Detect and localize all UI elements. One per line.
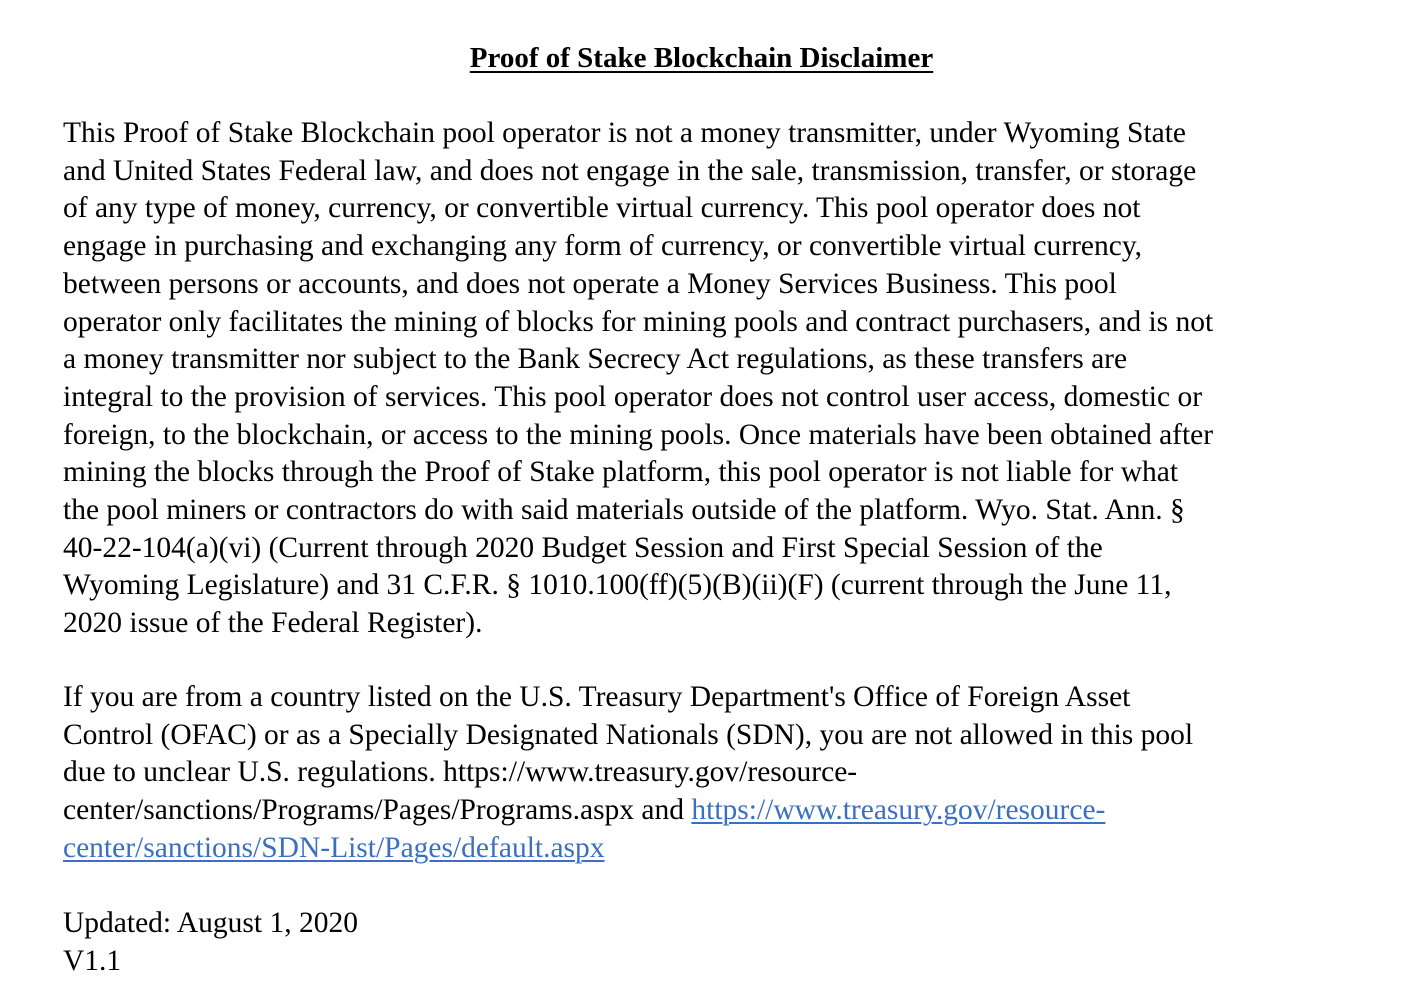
sdn-list-link[interactable]: https://www.treasury.gov/resource- — [691, 794, 1106, 827]
paragraph-line: due to unclear U.S. regulations. https://www.treasury.gov/resource- — [63, 756, 858, 789]
paragraph-line: foreign, to the blockchain, or access to the mining pools. Once materials have been obtained after — [63, 418, 1214, 451]
paragraph-line: Control (OFAC) or as a Specially Designated Nationals (SDN), you are not allowed in this pool — [63, 718, 1194, 751]
paragraph-line: 40-22-104(a)(vi) (Current through 2020 Budget Session and First Special Session of the — [63, 531, 1103, 564]
paragraph-line: This Proof of Stake Blockchain pool operator is not a money transmitter, under Wyoming State — [63, 117, 1187, 149]
paragraph-line — [63, 792, 1353, 830]
document-title — [0, 38, 1403, 78]
paragraph-line: integral to the provision of services. This pool operator does not control user access, domestic or — [63, 380, 1203, 413]
paragraph-line: a money transmitter nor subject to the Bank Secrecy Act regulations, as these transfers are — [63, 343, 1128, 376]
version-label: V1.1 — [63, 944, 122, 977]
paragraph-line: and United States Federal law, and does not engage in the sale, transmission, transfer, or storage — [63, 154, 1197, 187]
ofac-paragraph — [63, 679, 1353, 868]
updated-date: Updated: August 1, 2020 — [63, 907, 358, 939]
programs-url-text: center/sanctions/Programs/Pages/Programs.aspx and — [63, 794, 692, 827]
paragraph-line: of any type of money, currency, or convertible virtual currency. This pool operator does not — [63, 192, 1141, 225]
disclaimer-paragraph — [63, 115, 1353, 643]
paragraph-line: engage in purchasing and exchanging any form of currency, or convertible virtual currency, — [63, 230, 1143, 263]
sdn-list-link-continued[interactable]: center/sanctions/SDN-List/Pages/default.aspx — [63, 831, 605, 864]
paragraph-line: 2020 issue of the Federal Register). — [63, 607, 483, 640]
paragraph-line: between persons or accounts, and does not operate a Money Services Business. This pool — [63, 267, 1117, 300]
paragraph-line: Wyoming Legislature) and 31 C.F.R. § 1010.100(ff)(5)(B)(ii)(F) (current through the June 11, — [63, 569, 1172, 602]
document-title-text: Proof of Stake Blockchain Disclaimer — [469, 42, 934, 74]
paragraph-line: the pool miners or contractors do with said materials outside of the platform. Wyo. Stat. Ann. § — [63, 494, 1185, 527]
document-footer — [63, 905, 1353, 980]
paragraph-line: mining the blocks through the Proof of Stake platform, this pool operator is not liable for what — [63, 456, 1179, 489]
paragraph-line: If you are from a country listed on the U.S. Treasury Department's Office of Foreign Asset — [63, 681, 1131, 713]
paragraph-line — [63, 830, 1353, 868]
paragraph-line: operator only facilitates the mining of blocks for mining pools and contract purchasers, and is not — [63, 305, 1214, 338]
